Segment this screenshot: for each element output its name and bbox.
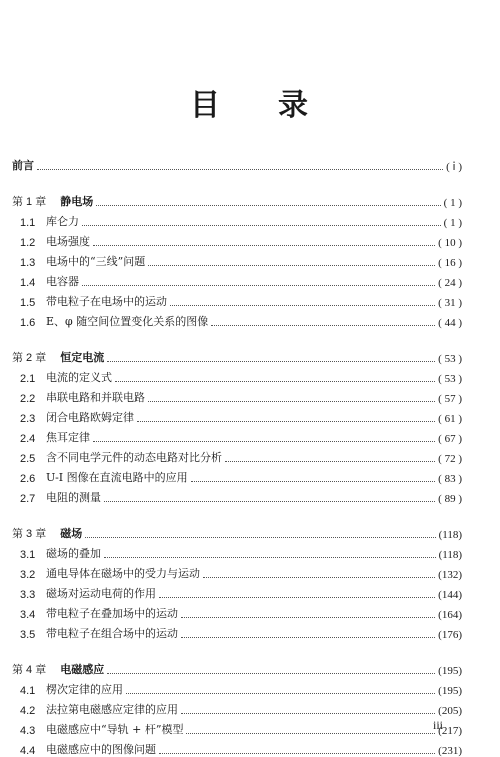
section-number: 2.4 — [20, 433, 36, 445]
dot-leader — [93, 245, 435, 246]
section-number: 4.4 — [20, 745, 36, 757]
section-number: 1.5 — [20, 297, 36, 309]
section-number: 3.3 — [20, 589, 36, 601]
section-label: 通电导体在磁场中的受力与运动 — [46, 567, 200, 580]
section-label: 电磁感应中“导轨 + 杆”模型 — [46, 723, 184, 736]
table-of-contents — [12, 153, 462, 757]
section-number: 2.3 — [20, 413, 36, 425]
toc-section-2-1[interactable] — [12, 365, 462, 385]
dot-leader — [159, 597, 435, 598]
toc-section-3-5[interactable] — [12, 621, 462, 641]
toc-section-3-3[interactable] — [12, 581, 462, 601]
toc-section-2-3[interactable] — [12, 405, 462, 425]
section-number: 3.1 — [20, 549, 36, 561]
chapter-title: 磁场 — [60, 527, 83, 540]
dot-leader — [186, 733, 435, 734]
toc-chapter-1[interactable] — [12, 189, 462, 209]
section-label: 电容器 — [46, 275, 79, 288]
section-label: 带电粒子在组合场中的运动 — [46, 627, 178, 640]
toc-section-1-4[interactable] — [12, 269, 462, 289]
chapter-number: 第 1 章 — [12, 196, 47, 208]
section-label: 带电粒子在叠加场中的运动 — [46, 607, 178, 620]
section-label: 含不同电学元件的动态电路对比分析 — [46, 451, 222, 464]
section-number: 2.7 — [20, 493, 36, 505]
entry-page: (195) — [438, 665, 462, 677]
section-label: E、φ 随空间位置变化关系的图像 — [46, 315, 209, 328]
section-number: 4.2 — [20, 705, 36, 717]
dot-leader — [107, 361, 435, 362]
section-label: 带电粒子在电场中的运动 — [46, 295, 167, 308]
dot-leader — [148, 265, 435, 266]
entry-page: ( 57 ) — [438, 393, 462, 405]
toc-section-1-5[interactable] — [12, 289, 462, 309]
section-label: 电场强度 — [46, 235, 90, 248]
dot-leader — [170, 305, 435, 306]
section-number: 1.6 — [20, 317, 36, 329]
section-label: 磁场对运动电荷的作用 — [46, 587, 156, 600]
toc-section-2-5[interactable] — [12, 445, 462, 465]
section-number: 3.5 — [20, 629, 36, 641]
section-number: 3.4 — [20, 609, 36, 621]
entry-page: (205) — [438, 705, 462, 717]
entry-page: (164) — [438, 609, 462, 621]
toc-section-4-4[interactable] — [12, 737, 462, 757]
section-number: 3.2 — [20, 569, 36, 581]
dot-leader — [148, 401, 435, 402]
entry-page: ( 83 ) — [438, 473, 462, 485]
dot-leader — [181, 637, 435, 638]
entry-page: ( 31 ) — [438, 297, 462, 309]
section-number: 2.1 — [20, 373, 36, 385]
chapter-title: 电磁感应 — [60, 663, 105, 676]
entry-page: ( 10 ) — [438, 237, 462, 249]
section-number: 1.3 — [20, 257, 36, 269]
entry-page: (217) — [438, 725, 462, 737]
section-label: 串联电路和并联电路 — [46, 391, 145, 404]
dot-leader — [181, 617, 435, 618]
section-label: 楞次定律的应用 — [46, 683, 123, 696]
section-number: 1.2 — [20, 237, 36, 249]
toc-title — [0, 80, 500, 124]
dot-leader — [93, 441, 435, 442]
entry-page: ( 53 ) — [438, 373, 462, 385]
dot-leader — [96, 205, 440, 206]
entry-page: ( 1 ) — [443, 197, 462, 209]
entry-page: (144) — [438, 589, 462, 601]
toc-section-3-4[interactable] — [12, 601, 462, 621]
section-label: 电磁感应中的图像问题 — [46, 743, 156, 756]
section-number: 2.6 — [20, 473, 36, 485]
entry-page: ( 44 ) — [438, 317, 462, 329]
dot-leader — [225, 461, 435, 462]
section-label: 法拉第电磁感应定律的应用 — [46, 703, 178, 716]
dot-leader — [159, 753, 435, 754]
toc-chapter-3[interactable] — [12, 521, 462, 541]
entry-page: (231) — [438, 745, 462, 757]
dot-leader — [137, 421, 435, 422]
chapter-number: 第 4 章 — [12, 664, 47, 676]
dot-leader — [82, 225, 441, 226]
section-label: 电阻的测量 — [46, 491, 101, 504]
entry-page: (132) — [438, 569, 462, 581]
toc-section-2-2[interactable] — [12, 385, 462, 405]
entry-page: (118) — [438, 529, 462, 541]
dot-leader — [211, 325, 435, 326]
toc-chapter-2[interactable] — [12, 345, 462, 365]
toc-section-1-6[interactable] — [12, 309, 462, 329]
section-label: 电流的定义式 — [46, 371, 112, 384]
toc-section-1-3[interactable] — [12, 249, 462, 269]
dot-leader — [181, 713, 435, 714]
chapter-title: 恒定电流 — [60, 351, 105, 364]
dot-leader — [37, 169, 443, 170]
entry-page: ( ⅰ ) — [446, 161, 462, 173]
dot-leader — [104, 557, 436, 558]
toc-section-4-2[interactable] — [12, 697, 462, 717]
entry-page: (176) — [438, 629, 462, 641]
chapter-number: 第 2 章 — [12, 352, 47, 364]
entry-page: ( 61 ) — [438, 413, 462, 425]
section-number: 4.3 — [20, 725, 36, 737]
chapter-title: 静电场 — [60, 195, 94, 208]
entry-page: ( 1 ) — [443, 217, 462, 229]
dot-leader — [203, 577, 435, 578]
dot-leader — [191, 481, 436, 482]
entry-page: ( 16 ) — [438, 257, 462, 269]
toc-title-char-2: 录 — [278, 88, 310, 123]
section-label: 库仑力 — [46, 215, 79, 228]
entry-page: ( 24 ) — [438, 277, 462, 289]
section-number: 4.1 — [20, 685, 36, 697]
entry-page: (118) — [438, 549, 462, 561]
section-label: 磁场的叠加 — [46, 547, 101, 560]
section-number: 1.4 — [20, 277, 36, 289]
page-folio: iii — [433, 718, 444, 732]
entry-page: (195) — [438, 685, 462, 697]
chapter-number: 第 3 章 — [12, 528, 47, 540]
toc-entry-preface[interactable] — [12, 153, 462, 173]
entry-page: ( 53 ) — [438, 353, 462, 365]
section-number: 2.2 — [20, 393, 36, 405]
toc-chapter-4[interactable] — [12, 657, 462, 677]
dot-leader — [85, 537, 435, 538]
dot-leader — [82, 285, 435, 286]
toc-section-2-4[interactable] — [12, 425, 462, 445]
entry-page: ( 67 ) — [438, 433, 462, 445]
toc-section-4-3[interactable] — [12, 717, 462, 737]
toc-title-char-1: 目 — [190, 88, 222, 123]
dot-leader — [115, 381, 435, 382]
entry-page: ( 72 ) — [438, 453, 462, 465]
dot-leader — [126, 693, 435, 694]
section-label: 电场中的“三线”问题 — [46, 255, 146, 268]
toc-section-2-7[interactable] — [12, 485, 462, 505]
dot-leader — [104, 501, 435, 502]
dot-leader — [107, 673, 435, 674]
section-label: U-I 图像在直流电路中的应用 — [46, 471, 188, 484]
entry-label: 前言 — [12, 159, 34, 172]
section-number: 1.1 — [20, 217, 36, 229]
toc-section-1-2[interactable] — [12, 229, 462, 249]
section-label: 焦耳定律 — [46, 431, 90, 444]
section-number: 2.5 — [20, 453, 36, 465]
toc-section-2-6[interactable] — [12, 465, 462, 485]
section-label: 闭合电路欧姆定律 — [46, 411, 134, 424]
toc-section-3-2[interactable] — [12, 561, 462, 581]
toc-section-3-1[interactable] — [12, 541, 462, 561]
toc-section-1-1[interactable] — [12, 209, 462, 229]
entry-page: ( 89 ) — [438, 493, 462, 505]
toc-section-4-1[interactable] — [12, 677, 462, 697]
